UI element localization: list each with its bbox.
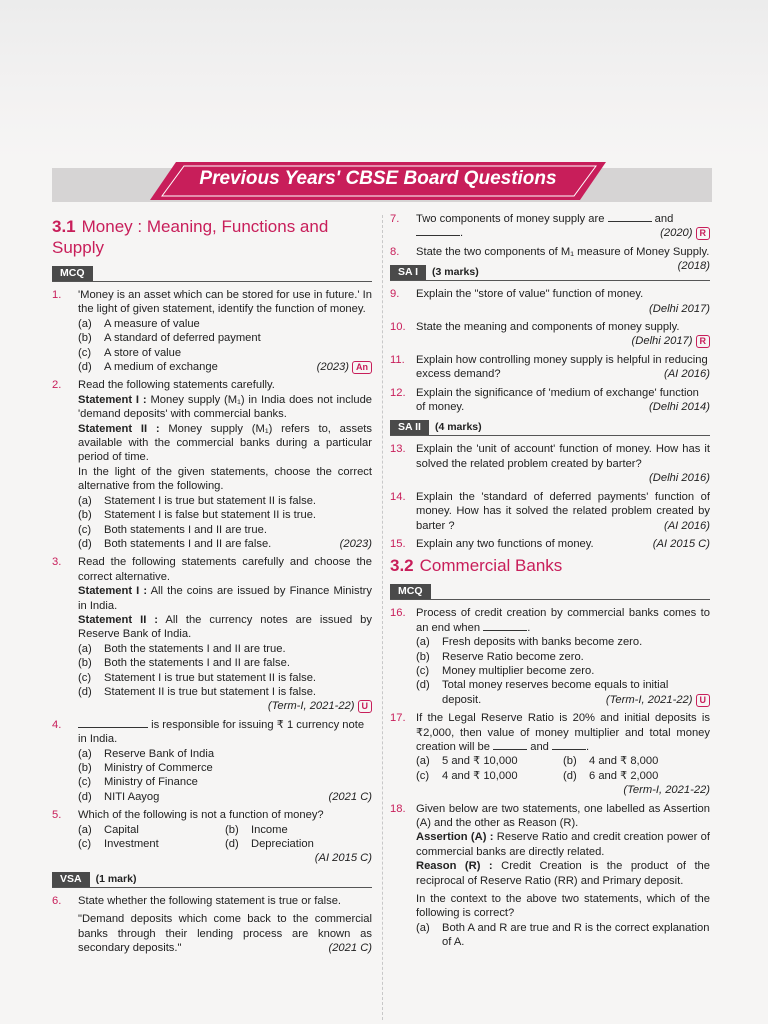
question-number: 11.: [390, 353, 405, 366]
fill-in-blank: [78, 718, 148, 728]
question-number: 15.: [390, 537, 406, 550]
tag-mcq: MCQ: [390, 584, 431, 599]
question-lead: Read the following statements carefully and choose the correct alternative.: [78, 556, 372, 583]
option-b: [78, 761, 372, 775]
option-letter: (b): [416, 650, 430, 663]
section-heading-3-1: [52, 216, 372, 258]
question-text: [416, 353, 710, 382]
source-tag: (AI 2016): [663, 519, 710, 532]
question-2: [52, 378, 372, 551]
option-b: [78, 331, 372, 345]
option-c: [416, 664, 710, 678]
difficulty-badge: R: [696, 227, 711, 240]
statement-label: Statement I :: [78, 393, 147, 406]
option-text: Depreciation: [251, 838, 314, 851]
question-3: [52, 555, 372, 713]
option-text: Both statements I and II are true.: [104, 523, 267, 536]
option-b: [78, 508, 372, 522]
question-number: 5.: [52, 809, 62, 822]
option-d: [78, 360, 372, 374]
source-year: (2020): [660, 227, 693, 240]
question-number: 3.: [52, 556, 62, 569]
source-year: (Term-I, 2021-22): [605, 693, 693, 706]
source-tag: (2021 C): [328, 790, 372, 803]
option-letter: (a): [416, 636, 430, 649]
option-letter: (a): [78, 642, 92, 655]
option-d: [563, 769, 710, 783]
question-text: Given below are two statements, one labelled as Assertion (A) and the other as Reason (R).: [416, 802, 710, 829]
tag-sa2: SA II: [390, 420, 429, 435]
question-text-body: is responsible for issuing ₹ 1 currency note in India.: [78, 718, 365, 746]
question-text-body: Explain any two functions of money.: [416, 537, 594, 550]
option-letter: (d): [78, 685, 92, 698]
question-text: If the Legal Reserve Ratio is 20% and initial deposits is ₹2,000, then value of money multiplier and total money creation will be and .: [416, 712, 710, 753]
quoted-statement: [78, 912, 372, 955]
source-tag: [78, 699, 372, 713]
section-heading-3-2: [390, 555, 710, 576]
question-text-body: Process of credit creation by commercial banks comes to an end when: [416, 607, 710, 634]
option-letter: (b): [563, 755, 577, 768]
question-10: [390, 320, 710, 349]
tag-marks: (3 marks): [432, 266, 479, 279]
question-number: 16.: [390, 607, 406, 620]
source-tag: (AI 2016): [663, 368, 710, 381]
option-b: [225, 823, 372, 837]
right-column: [390, 212, 710, 954]
option-text: 4 and ₹ 8,000: [589, 755, 659, 768]
statement-1: [78, 393, 372, 422]
page-top-shade: [0, 0, 768, 160]
option-letter: (c): [416, 769, 430, 782]
question-number: 18.: [390, 802, 406, 815]
question-lead: Read the following statements carefully.: [78, 379, 275, 392]
option-text: Both the statements I and II are true.: [104, 642, 286, 655]
option-text: A store of value: [104, 346, 182, 359]
fill-in-blank: [552, 740, 586, 750]
statement-text: Money supply (M₁) refers to, assets available with the commercial banks during a particular period of time.: [78, 422, 372, 464]
option-text: A measure of value: [104, 317, 200, 330]
question-text-body: Explain how controlling money supply is helpful in reducing excess demand?: [416, 353, 708, 381]
option-text: Statement I is true but statement II is false.: [104, 494, 317, 507]
statement-label: Statement I :: [78, 585, 148, 598]
option-a: [416, 635, 710, 649]
question-text: [416, 490, 710, 533]
statement-label: Statement II :: [78, 613, 159, 626]
difficulty-badge: U: [696, 694, 711, 707]
question-text: [78, 718, 372, 747]
statement-text: All the currency notes are issued by Reserve Bank of India.: [78, 613, 372, 641]
question-text: [416, 212, 710, 226]
tag-row-sa1: [390, 265, 710, 281]
column-divider: [382, 215, 383, 1020]
option-text: 6 and ₹ 2,000: [589, 769, 659, 782]
option-text: Statement I is true but statement II is false.: [104, 671, 317, 684]
question-text-body: State the two components of M₁ measure of Money Supply.: [416, 245, 710, 258]
source-tag: (2023): [339, 537, 372, 550]
banner-title: Previous Years' CBSE Board Questions: [199, 168, 557, 189]
question-16: [390, 606, 710, 707]
option-text: Fresh deposits with banks become zero.: [442, 636, 643, 649]
question-text: State the meaning and components of money supply.: [416, 321, 680, 334]
reason-text: Credit Creation is the product of the reciprocal of Reserve Ratio (RR) and Primary deposit.: [416, 860, 710, 887]
statement-text: Money supply (M₁) in India does not include 'demand deposits' with commercial banks.: [78, 393, 373, 421]
tag-vsa: VSA: [52, 872, 90, 887]
question-text-body: Explain the significance of 'medium of exchange' function of money.: [416, 386, 699, 414]
difficulty-badge: U: [358, 700, 373, 713]
option-letter: (a): [78, 747, 92, 760]
question-text-and: and: [530, 740, 549, 753]
difficulty-badge: R: [696, 335, 711, 348]
question-text: Which of the following is not a function of money?: [78, 809, 324, 822]
option-letter: (d): [563, 769, 577, 782]
option-d: [416, 678, 710, 707]
assertion-label: Assertion (A) :: [416, 831, 494, 844]
question-text: 'Money is an asset which can be stored for use in future.' In the light of given statement, identify the function of money.: [78, 289, 372, 316]
question-number: 1.: [52, 289, 62, 301]
option-a: [78, 642, 372, 656]
option-letter: (b): [78, 762, 92, 774]
option-text: Income: [251, 823, 288, 836]
option-letter: (d): [78, 361, 92, 374]
option-b: [563, 754, 710, 768]
option-letter: (a): [78, 317, 92, 330]
option-text: Statement I is false but statement II is true.: [104, 509, 317, 522]
option-text: Total money reserves become equals to initial deposit.: [442, 679, 669, 706]
source-year: (Term-I, 2021-22): [267, 700, 355, 713]
statement-label: Statement II :: [78, 422, 160, 435]
question-18: [390, 802, 710, 950]
options-row-1: [78, 823, 372, 837]
option-text: Money multiplier become zero.: [442, 664, 595, 677]
statement-text: All the coins are issued by Finance Ministry in India.: [78, 585, 372, 612]
options-row-1: [416, 754, 710, 768]
option-c: [78, 346, 372, 360]
option-c: [78, 837, 225, 851]
option-letter: (a): [78, 823, 92, 836]
option-d: [78, 537, 372, 551]
source-year: (Delhi 2017): [631, 335, 693, 348]
question-7: [390, 212, 710, 241]
option-d: [78, 790, 372, 804]
question-number: 9.: [390, 288, 400, 301]
option-text: 4 and ₹ 10,000: [442, 769, 518, 782]
question-text: State whether the following statement is true or false.: [78, 894, 342, 907]
question-14: [390, 490, 710, 533]
options-row-2: [416, 769, 710, 783]
fill-in-blank: [493, 740, 527, 750]
option-a: [78, 823, 225, 837]
tag-marks: (4 marks): [434, 421, 482, 434]
statement-2: [78, 613, 372, 642]
option-letter: (a): [416, 921, 430, 934]
option-letter: (c): [416, 664, 430, 677]
question-text-body: Explain the 'standard of deferred payments' function of money. How has it solved the related problem created by barter ?: [416, 490, 710, 532]
option-text: Investment: [104, 838, 159, 851]
option-b: [416, 650, 710, 664]
question-12: [390, 386, 710, 415]
tag-row-mcq-2: [390, 584, 710, 600]
question-15: [390, 537, 710, 551]
question-prompt: In the light of the given statements, choose the correct alternative from the following.: [78, 465, 372, 493]
assertion: [416, 830, 710, 859]
option-text: 5 and ₹ 10,000: [442, 755, 518, 768]
section-number: 3.2: [390, 556, 414, 576]
option-d: [225, 837, 372, 851]
option-letter: (c): [78, 346, 92, 359]
option-c: [416, 769, 563, 783]
option-letter: (b): [78, 657, 92, 670]
option-text: Reserve Bank of India: [104, 747, 215, 760]
question-text: Explain the "store of value" function of money.: [416, 288, 644, 301]
question-text-part: .: [460, 227, 464, 240]
question-number: 14.: [390, 490, 406, 503]
option-letter: (c): [78, 523, 92, 536]
source-tag: (2021 C): [328, 942, 372, 955]
section-banner: [148, 158, 608, 202]
option-letter: (d): [78, 537, 92, 550]
option-b: [78, 656, 372, 670]
option-letter: (c): [78, 838, 92, 851]
quote-text: "Demand deposits which come back to the commercial banks through their lending process are known as secondary deposits.": [78, 913, 372, 955]
question-number: 10.: [390, 321, 406, 334]
question-5: [52, 808, 372, 866]
section-number: 3.1: [52, 217, 76, 236]
question-text: [416, 386, 710, 415]
section-title: Money : Meaning, Functions and Supply: [52, 217, 329, 257]
tag-sa1: SA I: [390, 265, 426, 280]
option-text: Reserve Ratio become zero.: [442, 650, 584, 663]
option-a: [416, 921, 710, 950]
section-title: Commercial Banks: [419, 556, 563, 576]
option-letter: (a): [416, 755, 430, 768]
question-number: 12.: [390, 386, 406, 399]
options: [78, 317, 372, 375]
fill-in-blank: [416, 226, 460, 236]
question-1: [52, 288, 372, 374]
option-c: [78, 523, 372, 537]
statement-1: [78, 584, 372, 613]
source-tag: (Term-I, 2021-22): [623, 784, 710, 797]
option-d: [78, 685, 372, 699]
source-tag: [416, 334, 710, 348]
fill-in-blank: [608, 212, 652, 222]
option-a: [78, 494, 372, 508]
option-letter: (d): [78, 790, 92, 803]
option-letter: (c): [78, 776, 92, 789]
question-text-part: Two components of money supply are: [416, 213, 605, 225]
source-tag: (2018): [677, 260, 710, 273]
option-text: A standard of deferred payment: [104, 332, 261, 345]
left-column: [52, 212, 372, 959]
statement-2: [78, 422, 372, 465]
difficulty-badge: An: [352, 361, 372, 374]
question-6: [52, 894, 372, 956]
question-number: 2.: [52, 379, 62, 392]
tag-marks: (1 mark): [95, 872, 137, 885]
option-text: Both statements I and II are false.: [104, 537, 272, 550]
tag-row-sa2: [390, 420, 710, 436]
question-17: [390, 711, 710, 797]
assertion-text: Reserve Ratio and credit creation power of commercial banks are directly related.: [416, 831, 710, 858]
question-prompt: In the context to the above two statements, which of the following is correct?: [416, 893, 710, 920]
reason-label: Reason (R) :: [416, 860, 493, 873]
option-letter: (d): [416, 679, 430, 692]
question-text-body: If the Legal Reserve Ratio is 20% and initial deposits is ₹2,000, then value of money multiplier and total money creation will be: [416, 712, 710, 753]
option-text: Ministry of Finance: [104, 776, 198, 789]
question-number: 17.: [390, 712, 406, 725]
source-tag: [606, 693, 710, 707]
question-text: Process of credit creation by commercial banks comes to an end when .: [416, 607, 710, 634]
source-tag: (Delhi 2014): [649, 401, 710, 414]
option-text: Capital: [104, 823, 139, 836]
option-letter: (c): [78, 671, 92, 684]
option-text: NITI Aayog: [104, 790, 160, 803]
option-c: [78, 775, 372, 789]
question-number: 4.: [52, 718, 62, 731]
option-text: A medium of exchange: [104, 361, 218, 374]
source-tag: [317, 360, 372, 374]
fill-in-blank: [483, 621, 527, 631]
option-letter: (b): [78, 332, 92, 345]
option-letter: (b): [78, 509, 92, 522]
tag-row-mcq: [52, 266, 372, 282]
options-row-2: [78, 837, 372, 851]
question-9: [390, 287, 710, 316]
source-tag: (Delhi 2016): [649, 472, 710, 485]
option-letter: (d): [225, 838, 239, 851]
question-13: [390, 442, 710, 485]
source-tag: (AI 2015 C): [314, 852, 372, 865]
question-number: 8.: [390, 245, 400, 258]
option-c: [78, 671, 372, 685]
source-tag: (AI 2015 C): [652, 537, 710, 550]
question-number: 6.: [52, 894, 62, 907]
question-4: [52, 718, 372, 804]
source-tag: [660, 226, 710, 240]
question-text: [416, 537, 710, 551]
option-text: Both the statements I and II are false.: [104, 657, 290, 670]
option-letter: (b): [225, 823, 239, 836]
option-text: Both A and R are true and R is the correct explanation of A.: [442, 921, 710, 949]
question-text-part: and: [654, 213, 674, 225]
question-text: Explain the 'unit of account' function of money. How has it solved the related problem created by barter?: [416, 443, 710, 470]
tag-mcq: MCQ: [52, 266, 93, 281]
question-number: 13.: [390, 443, 406, 456]
option-a: [416, 754, 563, 768]
option-text: Ministry of Commerce: [104, 762, 213, 774]
source-tag: (Delhi 2017): [649, 302, 710, 315]
question-number: 7.: [390, 213, 400, 225]
option-text: Statement II is true but statement I is false.: [104, 685, 317, 698]
reason: [416, 859, 710, 888]
source-year: (2023): [316, 361, 349, 374]
tag-row-vsa: [52, 872, 372, 888]
option-a: [78, 747, 372, 761]
option-letter: (a): [78, 494, 92, 507]
option-a: [78, 317, 372, 331]
question-11: [390, 353, 710, 382]
question-text-line-2: [416, 226, 710, 240]
